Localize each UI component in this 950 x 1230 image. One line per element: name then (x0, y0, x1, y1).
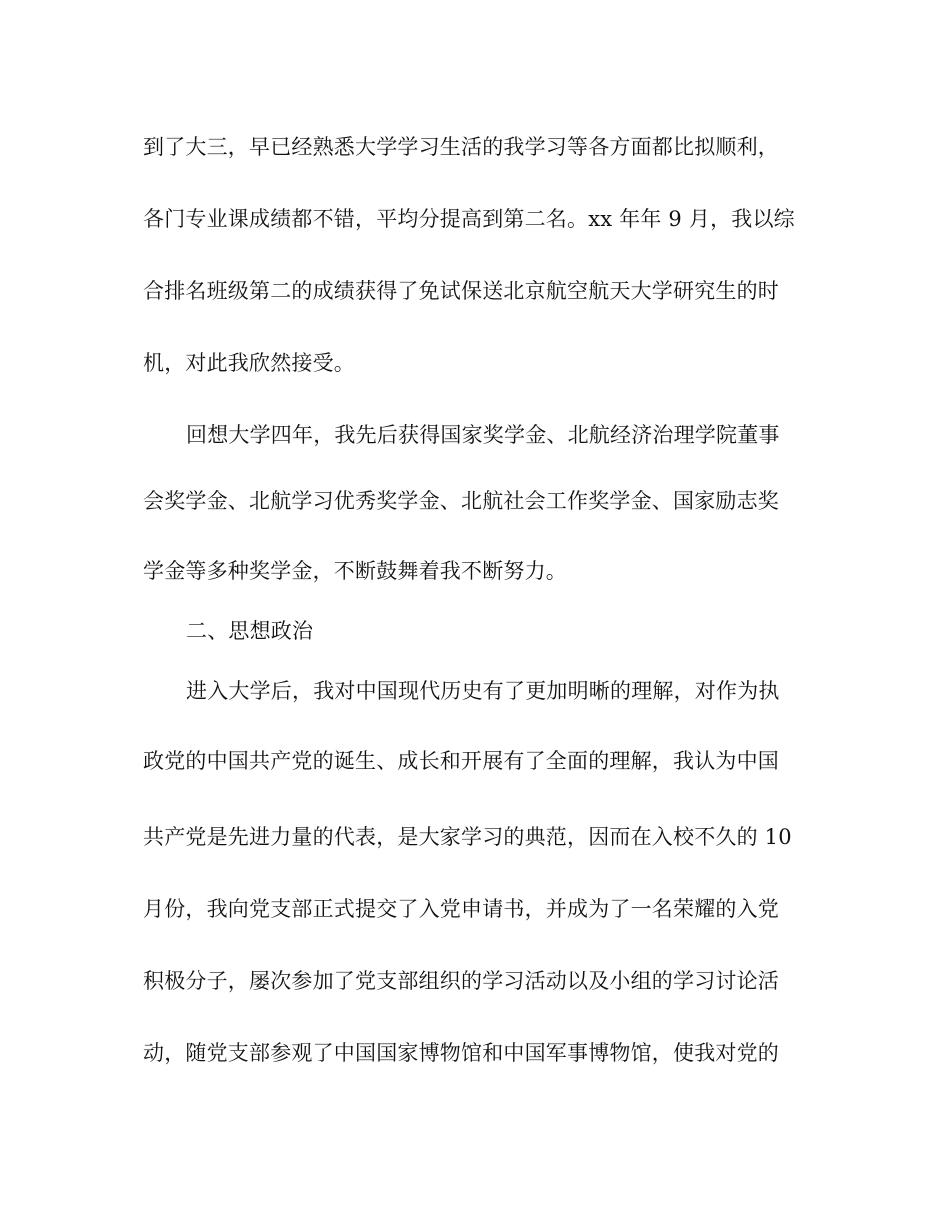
text-line-1: 到了大三，早已经熟悉大学学习生活的我学习等各方面都比拟顺利， (143, 135, 779, 159)
text-line-6: 会奖学金、北航学习优秀奖学金、北航社会工作奖学金、国家励志奖 (143, 489, 779, 513)
text-line-10: 政党的中国共产党的诞生、成长和开展有了全面的理解，我认为中国 (143, 749, 779, 773)
text-line-11: 共产党是先进力量的代表，是大家学习的典范，因而在入校不久的 10 (143, 825, 792, 849)
text-line-4: 机，对此我欣然接受。 (143, 351, 355, 375)
text-line-13: 积极分子，屡次参加了党支部组织的学习活动以及小组的学习讨论活 (143, 969, 779, 993)
section-heading: 二、思想政治 (186, 619, 314, 643)
text-line-9: 进入大学后，我对中国现代历史有了更加明晰的理解，对作为执 (186, 679, 780, 703)
text-line-5: 回想大学四年，我先后获得国家奖学金、北航经济治理学院董事 (186, 423, 780, 447)
text-line-7: 学金等多种奖学金，不断鼓舞着我不断努力。 (143, 559, 567, 583)
text-line-14: 动，随党支部参观了中国国家博物馆和中国军事博物馆，使我对党的 (143, 1041, 779, 1065)
text-line-3: 合排名班级第二的成绩获得了免试保送北京航空航天大学研究生的时 (143, 279, 779, 303)
text-line-12: 月份，我向党支部正式提交了入党申请书，并成为了一名荣耀的入党 (143, 897, 779, 921)
text-line-2: 各门专业课成绩都不错，平均分提高到第二名。xx 年年 9 月，我以综 (143, 207, 795, 231)
